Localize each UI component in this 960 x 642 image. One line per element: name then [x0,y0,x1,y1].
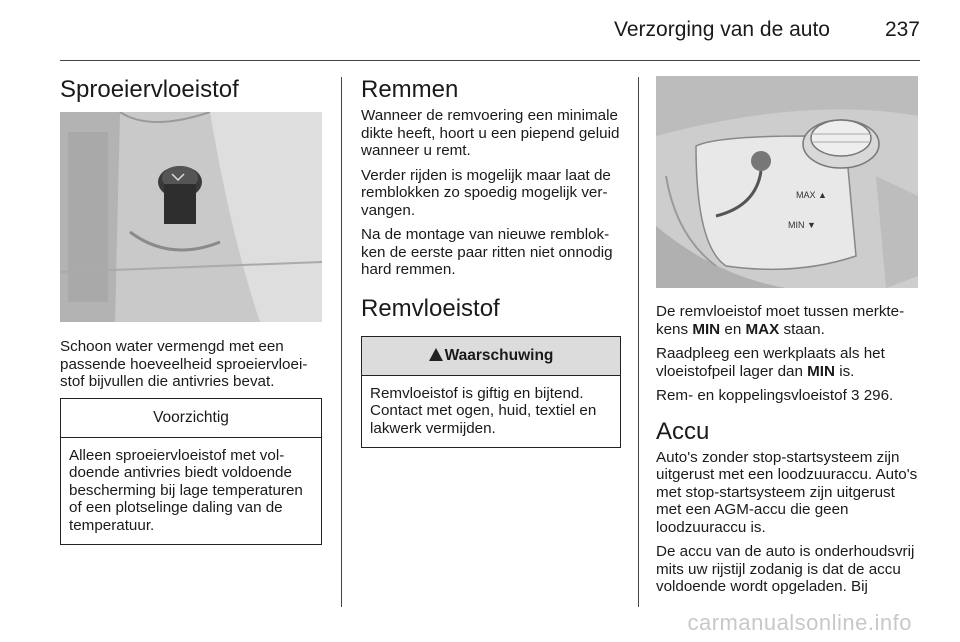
section-title: Verzorging van de auto [614,18,830,41]
min-marking: MIN ▼ [788,220,816,230]
caution-text: Alleen sproeiervloeistof met voldoende antivries biedt voldoende bescherming bij lage temperaturen of een plotselinge daling van de temperatuur. [69,446,303,534]
warning-triangle-icon [429,348,443,361]
fluid-level-text-b: en [720,320,746,338]
middle-column [361,76,623,448]
brakes-text-1: Wanneer de remvoering een minimale dikte heeft, hoort u een piepend geluid wanneer u remt. [361,107,620,159]
page-header [60,18,920,48]
max-label: MAX [745,320,780,338]
fluid-level-text-a: De remvloeistof moet tussen merktekens [656,303,905,338]
brakes-text-2: Verder rijden is mogelijk maar laat de remblokken zo spoedig mogelijk vervangen. [361,166,611,219]
workshop-text-a: Raadpleeg een werkplaats als het vloeistofpeil lager dan [656,345,885,380]
cross-reference-text [656,387,920,405]
workshop-text-b: is. [834,362,855,380]
washer-reservoir-illustration [60,112,322,322]
column-divider-1 [341,77,342,607]
brake-reservoir-photo [656,76,918,288]
cross-reference-page: 296. [859,387,894,404]
watermark: carmanualsonline.info [687,610,912,635]
warning-header [362,337,620,376]
column-divider-2 [638,77,639,607]
brakes-text-3: Na de montage van nieuwe remblokken de eerste paar ritten niet onnodig hard remmen. [361,226,613,278]
fluid-level-text [656,303,920,338]
caution-box [60,398,322,546]
header-rule [60,60,920,61]
washer-fluid-text: Schoon water vermengd met een passende hoeveelheid sproeiervloeistof bijvullen die antivries bevat. [60,338,308,390]
max-marking: MAX ▲ [796,190,827,200]
heading-battery: Accu [656,417,710,445]
warning-box [361,336,621,449]
warning-text: Remvloeistof is giftig en bijtend. Contact met ogen, huid, textiel en lakwerk vermijden. [370,384,597,437]
workshop-text [656,345,920,380]
right-column [656,76,920,603]
min-label-2: MIN [807,362,835,380]
fluid-level-text-c: staan. [779,320,825,338]
caution-title: Voorzichtig [61,399,321,438]
washer-reservoir-photo [60,112,322,322]
brake-reservoir-illustration [656,76,918,288]
battery-text-1: Auto's zonder stop-startsysteem zijn uitgerust met een loodzuuraccu. Auto's met stop-startsysteem zijn uitgerust met een AGM-accu die geen loodzuuraccu is. [656,448,918,536]
heading-brakes: Remmen [361,76,459,103]
heading-washer-fluid: Sproeiervloeistof [60,76,239,103]
left-column [60,76,324,545]
page-number: 237 [884,18,920,41]
cross-reference-text-a: Rem- en koppelingsvloeistof [656,387,852,404]
page-reference-icon: 3 [851,387,860,404]
warning-title: Waarschuwing [444,346,554,364]
min-label: MIN [692,320,721,338]
battery-text-2: De accu van de auto is onderhoudsvrij mits uw rijstijl zodanig is dat de accu voldoende wordt opgeladen. Bij [656,543,915,595]
heading-brake-fluid: Remvloeistof [361,294,500,322]
